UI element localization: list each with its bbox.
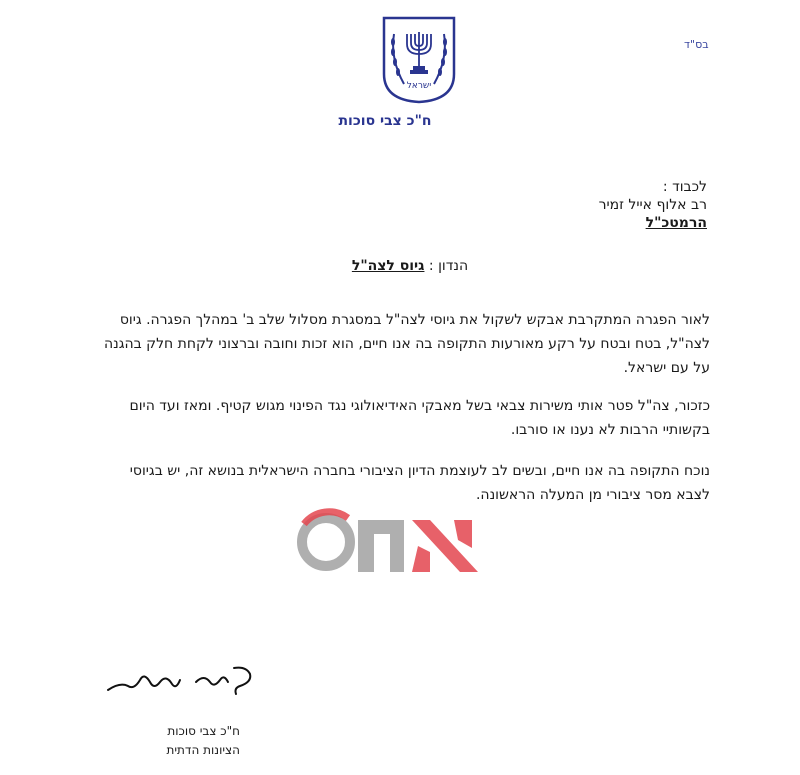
subject-text: גיוס לצה"ל <box>351 258 425 274</box>
signer-party: הציונות הדתית <box>166 743 240 757</box>
body-paragraph-1: לאור הפגרה המתקרבת אבקש לשקול את גיוסי לצה"ל במסגרת מסלול שלב ב' במהלך הפגרה. גיוס לצה"ל, בטח ובטח על רקע מאורעות התקופה בה אנו חיים, הוא זכות וחובה וברצוני לקחת חלק בהגנה על עם ישראל. <box>103 312 710 376</box>
watermark-logo <box>290 500 510 590</box>
body-paragraph-2: כזכור, צה"ל פטר אותי משירות צבאי בשל מאבקי האידיאולוגי נגד הפינוי מגוש קטיף. ומאז ועד היום בקשותיי הרבות לא נענו או סורבו. <box>129 398 710 438</box>
letterhead-office: ח"כ צבי סוכות <box>338 113 432 129</box>
recipient-name: רב אלוף אייל זמיר <box>598 197 707 213</box>
subject-label: הנדון : <box>428 258 469 274</box>
recipient-label: לכבוד : <box>662 179 707 195</box>
body-paragraph-3: נוכח התקופה בה אנו חיים, ובשים לב לעוצמת הדיון הציבורי בחברה הישראלית בנושא זה, יש בגיוסי לצבא מסר ציבורי מן המעלה הראשונה. <box>129 463 710 503</box>
signer-name: ח"כ צבי סוכות <box>167 724 240 738</box>
handwritten-signature <box>100 660 260 700</box>
subject-line <box>330 258 490 274</box>
signer-block <box>100 722 240 760</box>
recipient-title: הרמטכ"ל <box>645 215 707 231</box>
bsd-mark: בס"ד <box>684 38 709 51</box>
emblem-caption: ישראל <box>406 81 432 91</box>
state-emblem-icon <box>380 14 458 104</box>
recipient-block <box>407 178 707 232</box>
